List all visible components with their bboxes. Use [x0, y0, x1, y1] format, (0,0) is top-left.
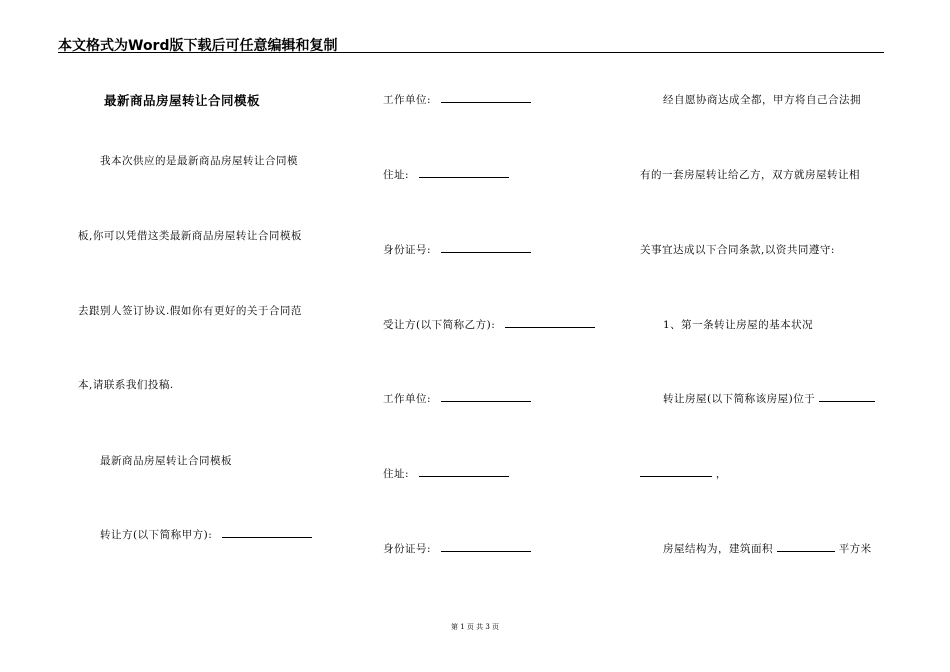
page-header: [58, 35, 884, 53]
paragraph-line: 经自愿协商达成全都，甲方将自己合法拥: [663, 94, 861, 106]
field-line: [383, 318, 595, 332]
fill-blank: [441, 243, 531, 253]
fill-blank: [441, 392, 531, 402]
field-line: [383, 93, 531, 107]
field-label: 住址:: [383, 468, 410, 480]
document-title: 最新商品房屋转让合同模板: [104, 93, 261, 108]
field-label: 房屋结构为，建筑面积: [663, 543, 773, 555]
field-label: 转让房屋(以下简称该房屋)位于: [663, 393, 816, 405]
paragraph-line: 有的一套房屋转让给乙方，双方就房屋转让相: [640, 169, 860, 181]
fill-blank: [222, 528, 312, 538]
field-line: [663, 392, 875, 406]
header-text: 本文格式为Word版下载后可任意编辑和复制: [58, 38, 338, 54]
field-line: [383, 392, 531, 406]
fill-blank: [640, 467, 712, 477]
field-label-unit: 平方米: [838, 543, 872, 555]
fill-blank: [441, 542, 531, 552]
field-line: [383, 243, 531, 257]
field-label: 身份证号:: [383, 244, 432, 256]
paragraph-line: 去跟别人签订协议.假如你有更好的关于合同范: [78, 305, 302, 317]
field-label: 转让方(以下简称甲方):: [100, 529, 213, 541]
fill-blank: [777, 542, 835, 552]
section-heading: 1、第一条转让房屋的基本状况: [663, 319, 814, 331]
fill-blank: [819, 392, 875, 402]
field-label: 身份证号:: [383, 543, 432, 555]
field-line: [100, 528, 312, 542]
page-footer: 第 1 页 共 3 页: [450, 623, 500, 631]
fill-blank: [419, 168, 509, 178]
paragraph-line: 板,你可以凭借这类最新商品房屋转让合同模板: [78, 230, 302, 242]
field-label: 工作单位:: [383, 94, 432, 106]
field-line: [383, 467, 509, 481]
field-label: ，: [715, 468, 727, 480]
fill-blank: [505, 318, 595, 328]
paragraph-line: 最新商品房屋转让合同模板: [100, 455, 232, 467]
paragraph-line: 关事宜达成以下合同条款,以资共同遵守:: [640, 244, 835, 256]
fill-blank: [441, 93, 531, 103]
field-line: [383, 168, 509, 182]
fill-blank: [419, 467, 509, 477]
field-label: 工作单位:: [383, 393, 432, 405]
field-label: 住址:: [383, 169, 410, 181]
paragraph-line: 本,请联系我们投稿.: [78, 379, 174, 391]
field-line: [663, 542, 872, 556]
field-line: [640, 467, 727, 481]
field-line: [383, 542, 531, 556]
paragraph-line: 我本次供应的是最新商品房屋转让合同模: [100, 155, 298, 167]
field-label: 受让方(以下简称乙方):: [383, 319, 496, 331]
